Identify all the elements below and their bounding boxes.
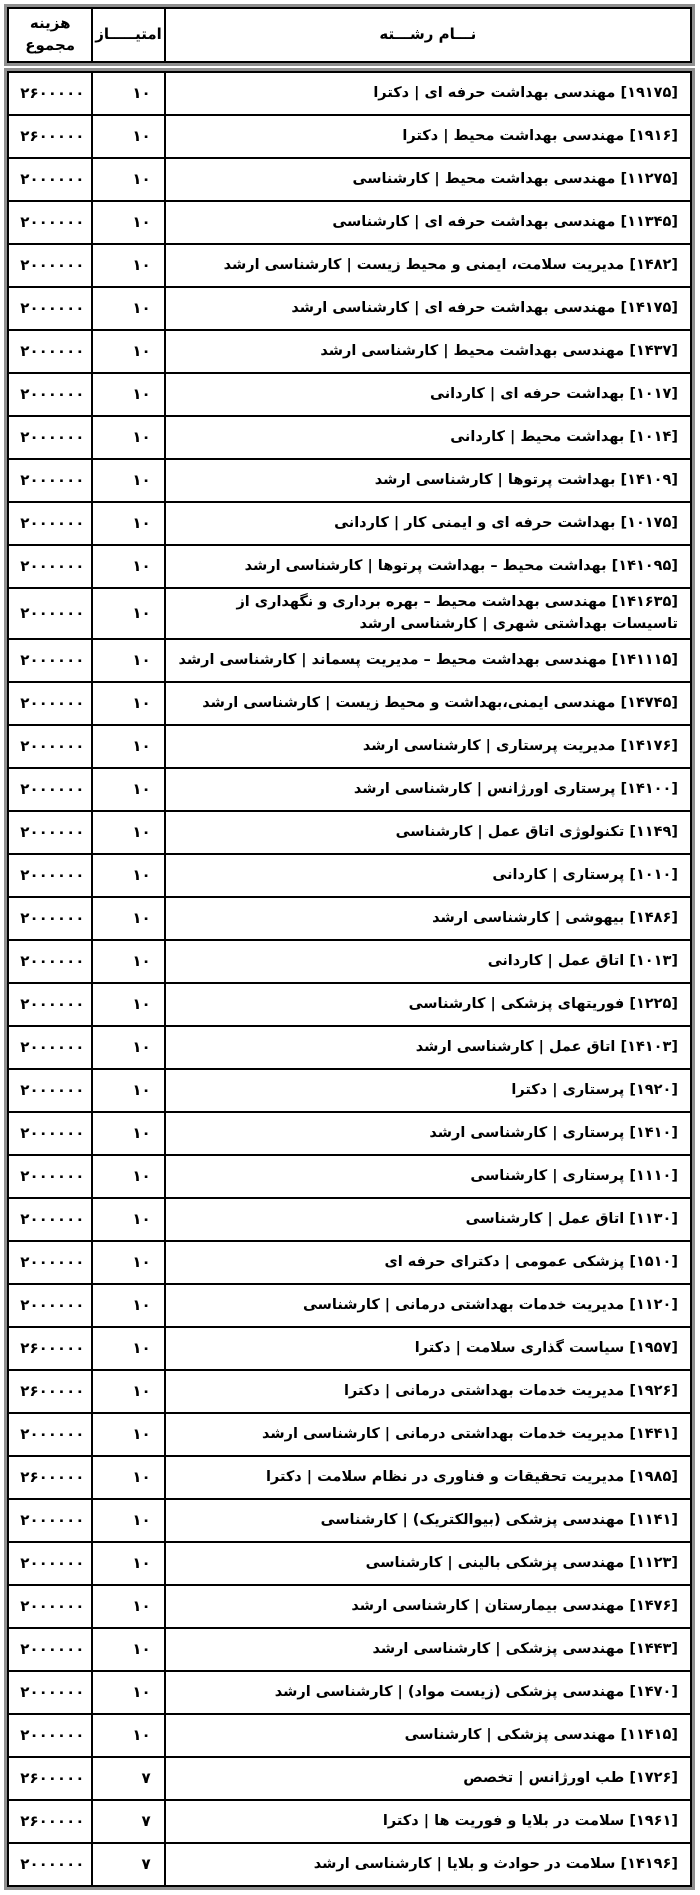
program-name-cell: [۱۹۱۷۵] مهندسی بهداشت حرفه ای | دکترا [165, 72, 691, 115]
program-name-cell: [۱۹۵۷] سیاست گذاری سلامت | دکترا [165, 1327, 691, 1370]
program-name-cell: [۱۴۴۱] مدیریت خدمات بهداشتی درمانی | کارشناسی ارشد [165, 1413, 691, 1456]
total-cost-cell: ۲۶۰۰۰۰۰ [8, 1370, 92, 1413]
program-name-cell: [۱۹۲۶] مدیریت خدمات بهداشتی درمانی | دکترا [165, 1370, 691, 1413]
program-name-cell: [۱۱۳۴۵] مهندسی بهداشت حرفه ای | کارشناسی [165, 201, 691, 244]
program-name-cell: [۱۰۱۰] پرستاری | کاردانی [165, 854, 691, 897]
score-cell: ۱۰ [92, 1628, 164, 1671]
table-row [8, 1241, 691, 1284]
total-cost-cell: ۲۰۰۰۰۰۰ [8, 416, 92, 459]
total-cost-cell: ۲۰۰۰۰۰۰ [8, 1843, 92, 1886]
table-row [8, 1327, 691, 1370]
score-cell: ۱۰ [92, 72, 164, 115]
total-cost-cell: ۲۰۰۰۰۰۰ [8, 244, 92, 287]
total-cost-cell: ۲۰۰۰۰۰۰ [8, 373, 92, 416]
program-name-cell: [۱۴۷۴۵] مهندسی ایمنی،بهداشت و محیط زیست | کارشناسی ارشد [165, 682, 691, 725]
table-row [8, 1155, 691, 1198]
program-name-cell: [۱۴۱۰۹] بهداشت پرتوها | کارشناسی ارشد [165, 459, 691, 502]
score-cell: ۱۰ [92, 1026, 164, 1069]
program-name-cell: [۱۴۱۱۱۵] مهندسی بهداشت محیط – مدیریت پسماند | کارشناسی ارشد [165, 639, 691, 682]
body-frame [4, 68, 695, 1890]
total-cost-cell: ۲۶۰۰۰۰۰ [8, 1327, 92, 1370]
table-row [8, 682, 691, 725]
total-cost-cell: ۲۰۰۰۰۰۰ [8, 1671, 92, 1714]
header-frame [4, 4, 695, 66]
table-body [8, 72, 691, 1886]
program-name-cell: [۱۷۲۶] طب اورژانس | تخصص [165, 1757, 691, 1800]
table-row [8, 1757, 691, 1800]
table-row [8, 1714, 691, 1757]
score-cell: ۱۰ [92, 158, 164, 201]
table-row [8, 1069, 691, 1112]
total-cost-cell: ۲۰۰۰۰۰۰ [8, 545, 92, 588]
total-cost-cell: ۲۰۰۰۰۰۰ [8, 588, 92, 639]
table-row [8, 983, 691, 1026]
score-cell: ۱۰ [92, 1155, 164, 1198]
program-name-cell: [۱۱۴۹] تکنولوژی اتاق عمل | کارشناسی [165, 811, 691, 854]
program-name-cell: [۱۴۸۲] مدیریت سلامت، ایمنی و محیط زیست | کارشناسی ارشد [165, 244, 691, 287]
programs-table [7, 71, 692, 1887]
score-cell: ۷ [92, 1757, 164, 1800]
total-cost-cell: ۲۰۰۰۰۰۰ [8, 768, 92, 811]
score-cell: ۱۰ [92, 940, 164, 983]
column-header-program-name: نـــام رشـــته [165, 8, 691, 62]
total-cost-cell: ۲۰۰۰۰۰۰ [8, 1714, 92, 1757]
table-row [8, 811, 691, 854]
total-cost-cell: ۲۰۰۰۰۰۰ [8, 1585, 92, 1628]
table-row [8, 854, 691, 897]
score-cell: ۱۰ [92, 1327, 164, 1370]
score-cell: ۱۰ [92, 287, 164, 330]
score-cell: ۱۰ [92, 1714, 164, 1757]
total-cost-cell: ۲۰۰۰۰۰۰ [8, 459, 92, 502]
program-name-cell: [۱۰۱۷۵] بهداشت حرفه ای و ایمنی کار | کاردانی [165, 502, 691, 545]
score-cell: ۱۰ [92, 1370, 164, 1413]
table-row [8, 459, 691, 502]
score-cell: ۱۰ [92, 244, 164, 287]
score-cell: ۱۰ [92, 811, 164, 854]
program-name-cell: [۱۲۲۵] فوریتهای پزشکی | کارشناسی [165, 983, 691, 1026]
column-header-cost-line2: مجموع [25, 36, 76, 54]
program-name-cell: [۱۴۱۷۶] مدیریت پرستاری | کارشناسی ارشد [165, 725, 691, 768]
score-cell: ۱۰ [92, 1585, 164, 1628]
header-row [8, 8, 691, 62]
table-row [8, 588, 691, 639]
total-cost-cell: ۲۰۰۰۰۰۰ [8, 1112, 92, 1155]
program-name-cell: [۱۴۱۰۳] اتاق عمل | کارشناسی ارشد [165, 1026, 691, 1069]
program-name-cell: [۱۴۱۹۶] سلامت در حوادث و بلایا | کارشناسی ارشد [165, 1843, 691, 1886]
program-name-cell: [۱۱۳۰] اتاق عمل | کارشناسی [165, 1198, 691, 1241]
program-name-cell: [۱۱۲۳] مهندسی پزشکی بالینی | کارشناسی [165, 1542, 691, 1585]
program-name-cell: [۱۰۱۳] اتاق عمل | کاردانی [165, 940, 691, 983]
program-name-cell: [۱۰۱۷] بهداشت حرفه ای | کاردانی [165, 373, 691, 416]
score-cell: ۱۰ [92, 588, 164, 639]
score-cell: ۱۰ [92, 1241, 164, 1284]
score-cell: ۱۰ [92, 1284, 164, 1327]
table-row [8, 1284, 691, 1327]
table-row [8, 1026, 691, 1069]
total-cost-cell: ۲۰۰۰۰۰۰ [8, 201, 92, 244]
total-cost-cell: ۲۶۰۰۰۰۰ [8, 1456, 92, 1499]
program-name-cell: [۱۱۱۰] پرستاری | کارشناسی [165, 1155, 691, 1198]
score-cell: ۱۰ [92, 545, 164, 588]
table-row [8, 1542, 691, 1585]
score-cell: ۱۰ [92, 768, 164, 811]
total-cost-cell: ۲۰۰۰۰۰۰ [8, 1284, 92, 1327]
table-row [8, 1456, 691, 1499]
total-cost-cell: ۲۰۰۰۰۰۰ [8, 1628, 92, 1671]
table-row [8, 201, 691, 244]
total-cost-cell: ۲۶۰۰۰۰۰ [8, 1757, 92, 1800]
total-cost-cell: ۲۰۰۰۰۰۰ [8, 1542, 92, 1585]
total-cost-cell: ۲۰۰۰۰۰۰ [8, 502, 92, 545]
program-name-cell: [۱۵۱۰] پزشکی عمومی | دکترای حرفه ای [165, 1241, 691, 1284]
score-cell: ۱۰ [92, 1198, 164, 1241]
total-cost-cell: ۲۰۰۰۰۰۰ [8, 1413, 92, 1456]
score-cell: ۱۰ [92, 1542, 164, 1585]
total-cost-cell: ۲۰۰۰۰۰۰ [8, 811, 92, 854]
table-row [8, 639, 691, 682]
total-cost-cell: ۲۶۰۰۰۰۰ [8, 72, 92, 115]
program-name-cell: [۱۴۱۰] پرستاری | کارشناسی ارشد [165, 1112, 691, 1155]
table-row [8, 1198, 691, 1241]
score-cell: ۱۰ [92, 1499, 164, 1542]
table-row [8, 158, 691, 201]
total-cost-cell: ۲۰۰۰۰۰۰ [8, 1155, 92, 1198]
total-cost-cell: ۲۰۰۰۰۰۰ [8, 725, 92, 768]
table-row [8, 545, 691, 588]
total-cost-cell: ۲۰۰۰۰۰۰ [8, 940, 92, 983]
total-cost-cell: ۲۰۰۰۰۰۰ [8, 287, 92, 330]
score-cell: ۱۰ [92, 459, 164, 502]
program-name-cell: [۱۴۱۷۵] مهندسی بهداشت حرفه ای | کارشناسی ارشد [165, 287, 691, 330]
table-row [8, 1370, 691, 1413]
program-name-cell: [۱۴۸۶] بیهوشی | کارشناسی ارشد [165, 897, 691, 940]
total-cost-cell: ۲۰۰۰۰۰۰ [8, 897, 92, 940]
total-cost-cell: ۲۰۰۰۰۰۰ [8, 1198, 92, 1241]
program-name-cell: [۱۴۴۳] مهندسی پزشکی | کارشناسی ارشد [165, 1628, 691, 1671]
program-name-cell: [۱۴۱۶۳۵] مهندسی بهداشت محیط – بهره برداری و نگهداری از تاسیسات بهداشتی شهری | کارشناسی ارشد [165, 588, 691, 639]
table-row [8, 940, 691, 983]
score-cell: ۱۰ [92, 115, 164, 158]
program-name-cell: [۱۱۴۱] مهندسی پزشکی (بیوالکتریک) | کارشناسی [165, 1499, 691, 1542]
table-row [8, 897, 691, 940]
total-cost-cell: ۲۰۰۰۰۰۰ [8, 1069, 92, 1112]
total-cost-cell: ۲۰۰۰۰۰۰ [8, 854, 92, 897]
score-cell: ۱۰ [92, 1456, 164, 1499]
column-header-cost-line1: هزینه [29, 14, 71, 33]
table-row [8, 330, 691, 373]
score-cell: ۱۰ [92, 1671, 164, 1714]
table-row [8, 1671, 691, 1714]
score-cell: ۱۰ [92, 330, 164, 373]
score-cell: ۱۰ [92, 1069, 164, 1112]
score-cell: ۱۰ [92, 373, 164, 416]
table-row [8, 115, 691, 158]
program-name-cell: [۱۴۷۶] مهندسی بیمارستان | کارشناسی ارشد [165, 1585, 691, 1628]
total-cost-cell: ۲۰۰۰۰۰۰ [8, 1026, 92, 1069]
table-row [8, 725, 691, 768]
program-name-cell: [۱۹۸۵] مدیریت تحقیقات و فناوری در نظام سلامت | دکترا [165, 1456, 691, 1499]
score-cell: ۱۰ [92, 854, 164, 897]
table-row [8, 502, 691, 545]
total-cost-cell: ۲۶۰۰۰۰۰ [8, 115, 92, 158]
score-cell: ۱۰ [92, 416, 164, 459]
column-header-score: امتیـــــاز [92, 8, 164, 62]
table-row [8, 72, 691, 115]
score-cell: ۱۰ [92, 897, 164, 940]
table-row [8, 287, 691, 330]
table-row [8, 416, 691, 459]
score-cell: ۱۰ [92, 682, 164, 725]
program-name-cell: [۱۴۱۰۰] پرستاری اورژانس | کارشناسی ارشد [165, 768, 691, 811]
program-name-cell: [۱۱۲۷۵] مهندسی بهداشت محیط | کارشناسی [165, 158, 691, 201]
total-cost-cell: ۲۰۰۰۰۰۰ [8, 639, 92, 682]
total-cost-cell: ۲۰۰۰۰۰۰ [8, 1241, 92, 1284]
program-name-cell: [۱۴۷۰] مهندسی پزشکی (زیست مواد) | کارشناسی ارشد [165, 1671, 691, 1714]
program-name-cell: [۱۰۱۴] بهداشت محیط | کاردانی [165, 416, 691, 459]
table-row [8, 1628, 691, 1671]
score-cell: ۷ [92, 1800, 164, 1843]
table-row [8, 1413, 691, 1456]
score-cell: ۱۰ [92, 983, 164, 1026]
total-cost-cell: ۲۰۰۰۰۰۰ [8, 682, 92, 725]
column-header-total-cost [8, 8, 92, 62]
score-cell: ۱۰ [92, 725, 164, 768]
header-table [7, 7, 692, 63]
program-name-cell: [۱۹۱۶] مهندسی بهداشت محیط | دکترا [165, 115, 691, 158]
score-cell: ۱۰ [92, 201, 164, 244]
total-cost-cell: ۲۰۰۰۰۰۰ [8, 158, 92, 201]
table-row [8, 1585, 691, 1628]
table-row [8, 1499, 691, 1542]
table-row [8, 1800, 691, 1843]
score-cell: ۱۰ [92, 1112, 164, 1155]
score-cell: ۱۰ [92, 639, 164, 682]
table-row [8, 244, 691, 287]
score-cell: ۱۰ [92, 502, 164, 545]
total-cost-cell: ۲۶۰۰۰۰۰ [8, 1800, 92, 1843]
program-name-cell: [۱۱۴۱۵] مهندسی پزشکی | کارشناسی [165, 1714, 691, 1757]
table-row [8, 1112, 691, 1155]
table-row [8, 768, 691, 811]
total-cost-cell: ۲۰۰۰۰۰۰ [8, 1499, 92, 1542]
program-name-cell: [۱۹۲۰] پرستاری | دکترا [165, 1069, 691, 1112]
program-name-cell: [۱۱۲۰] مدیریت خدمات بهداشتی درمانی | کارشناسی [165, 1284, 691, 1327]
total-cost-cell: ۲۰۰۰۰۰۰ [8, 983, 92, 1026]
program-name-cell: [۱۴۱۰۹۵] بهداشت محیط – بهداشت پرتوها | کارشناسی ارشد [165, 545, 691, 588]
score-cell: ۱۰ [92, 1413, 164, 1456]
program-name-cell: [۱۴۳۷] مهندسی بهداشت محیط | کارشناسی ارشد [165, 330, 691, 373]
table-row [8, 373, 691, 416]
table-row [8, 1843, 691, 1886]
score-cell: ۷ [92, 1843, 164, 1886]
program-name-cell: [۱۹۶۱] سلامت در بلایا و فوریت ها | دکترا [165, 1800, 691, 1843]
total-cost-cell: ۲۰۰۰۰۰۰ [8, 330, 92, 373]
